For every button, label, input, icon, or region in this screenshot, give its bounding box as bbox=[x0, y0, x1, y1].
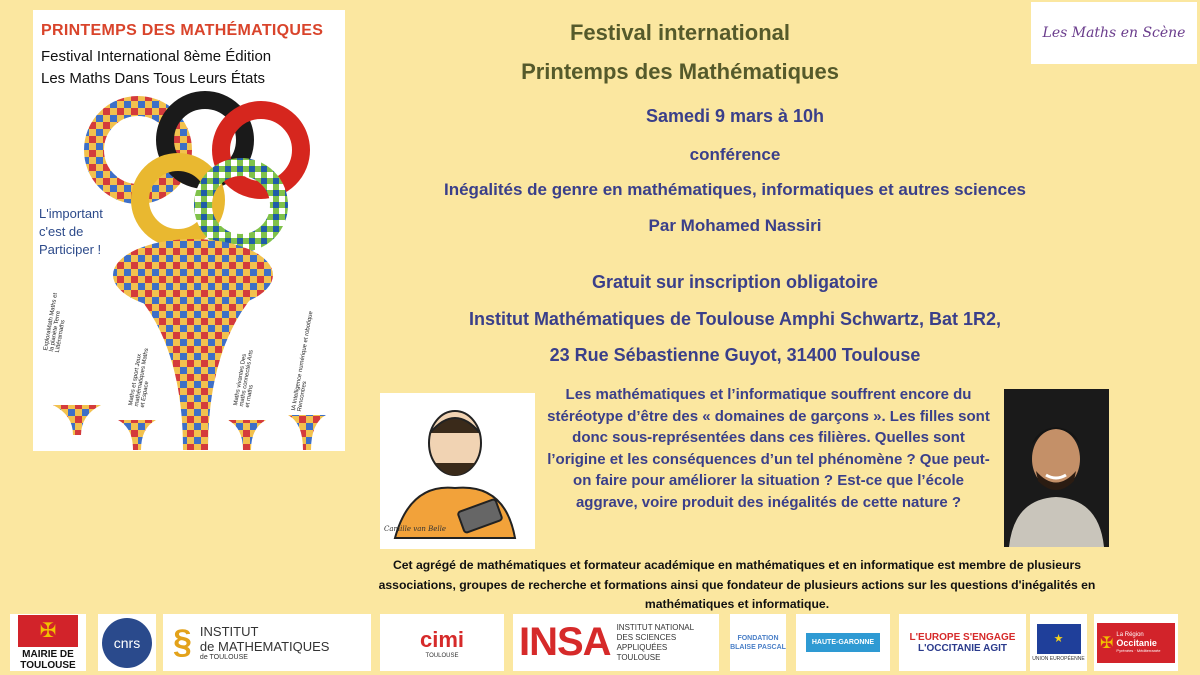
event-place: Institut Mathématiques de Toulouse Amphi Schwartz, Bat 1R2, bbox=[468, 309, 1002, 329]
union-europeenne-logo bbox=[1030, 614, 1087, 671]
les-maths-en-scene-text: Les Maths en Scène bbox=[1042, 25, 1186, 41]
speaker-photo-image bbox=[1004, 389, 1109, 547]
poster-title: PRINTEMPS DES MATHÉMATIQUES bbox=[41, 22, 324, 39]
poster-stem-3: Maths vivantes Des maths connectés Arts et maths bbox=[233, 349, 255, 409]
les-maths-en-scene-logo bbox=[1031, 2, 1197, 64]
occitanie-line-1: La Région bbox=[1116, 631, 1144, 638]
festival-poster bbox=[33, 10, 345, 451]
blaise-text: FONDATION BLAISE PASCAL bbox=[730, 634, 786, 651]
occitanie-cross-icon: ✠ bbox=[1100, 634, 1114, 652]
imt-symbol-icon: § bbox=[173, 623, 192, 661]
event-date: Samedi 9 mars à 10h bbox=[645, 106, 825, 126]
imt-logo bbox=[163, 614, 371, 671]
mairie-toulouse-logo bbox=[10, 614, 86, 671]
cnrs-text: cnrs bbox=[102, 618, 152, 668]
cimi-logo bbox=[380, 614, 504, 671]
imt-line-1: INSTITUT bbox=[199, 624, 259, 639]
fondation-blaise-pascal-logo bbox=[730, 614, 786, 671]
haute-garonne-text: HAUTE-GARONNE bbox=[806, 633, 880, 652]
eu-flag-icon: ★ bbox=[1037, 624, 1081, 654]
region-occitanie-logo bbox=[1094, 614, 1178, 671]
occitanie-line-2: Occitanie bbox=[1116, 637, 1157, 648]
europe-occitanie-logo bbox=[899, 614, 1026, 671]
poster-theme: Les Maths Dans Tous Leurs États bbox=[41, 70, 266, 87]
event-address: 23 Rue Sébastienne Guyot, 31400 Toulouse bbox=[549, 345, 921, 365]
imt-line-2: de MATHEMATIQUES bbox=[199, 639, 330, 654]
cnrs-logo bbox=[98, 614, 156, 671]
event-type: conférence bbox=[689, 145, 781, 164]
event-title: Inégalités de genre en mathématiques, informatiques et autres sciences bbox=[444, 180, 1026, 199]
speaker-photo bbox=[1004, 389, 1109, 547]
insa-logo bbox=[513, 614, 719, 671]
event-speaker: Par Mohamed Nassiri bbox=[648, 216, 822, 235]
occitan-cross-icon: ✠ bbox=[18, 615, 78, 647]
occitanie-line-3: Pyrénées · Méditerranée bbox=[1116, 647, 1161, 653]
festival-subheading: Printemps des Mathématiques bbox=[521, 59, 839, 84]
cimi-text: cimi bbox=[419, 626, 465, 652]
poster-stem-1: ExploraMath Maths et la planète Terre Littéramaths bbox=[43, 292, 67, 354]
imt-line-3: de TOULOUSE bbox=[199, 654, 248, 661]
event-registration: Gratuit sur inscription obligatoire bbox=[591, 272, 879, 292]
cartoon-signature: Camille van Belle bbox=[384, 525, 447, 533]
mairie-toulouse-text: MAIRIE DE TOULOUSE bbox=[20, 648, 76, 671]
insa-subtext: INSTITUT NATIONAL DES SCIENCES APPLIQUÉES TOULOUSE bbox=[616, 622, 694, 662]
poster-slogan: L'important c'est de Participer ! bbox=[39, 206, 103, 257]
haute-garonne-logo bbox=[796, 614, 890, 671]
speaker-bio: Cet agrégé de mathématiques et formateur académique en mathématiques et en informatique est membre de plusieurs associations, groupes de recherche et formations ainsi que fondateur de plusieurs actions sur les questions d'inégalités en mathématiques et informatique. bbox=[378, 558, 1096, 611]
poster-edition: Festival International 8ème Édition bbox=[41, 48, 272, 65]
poster-stem-2: Maths et sport Jeux mathématiques Maths et Espace bbox=[128, 347, 151, 409]
poster-stem-4: IA Intelligence numérique et robotique Rencontres bbox=[291, 310, 315, 413]
europe-line-1: L'EUROPE S'ENGAGE bbox=[909, 631, 1016, 643]
cimi-subtext: TOULOUSE bbox=[425, 652, 459, 659]
conference-abstract: Les mathématiques et l’informatique souffrent encore du stéréotype d’être des « domaines de garçons ». Les filles sont donc sous-représentées dans ces filières. Quelles sont l’origine et les conséquences d’un tel phénomène ? Que peut-on faire pour améliorer la situation ? Est-ce que l’école aggrave, voire produit des inégalités de cette nature ? bbox=[547, 386, 990, 511]
partner-logos bbox=[0, 610, 1200, 675]
europe-line-2: L'OCCITANIE AGIT bbox=[917, 642, 1008, 654]
festival-heading: Festival international bbox=[569, 20, 791, 45]
insa-text: INSA bbox=[519, 620, 611, 664]
speaker-cartoon bbox=[380, 393, 535, 549]
ue-text: UNION EUROPÉENNE bbox=[1032, 655, 1085, 662]
